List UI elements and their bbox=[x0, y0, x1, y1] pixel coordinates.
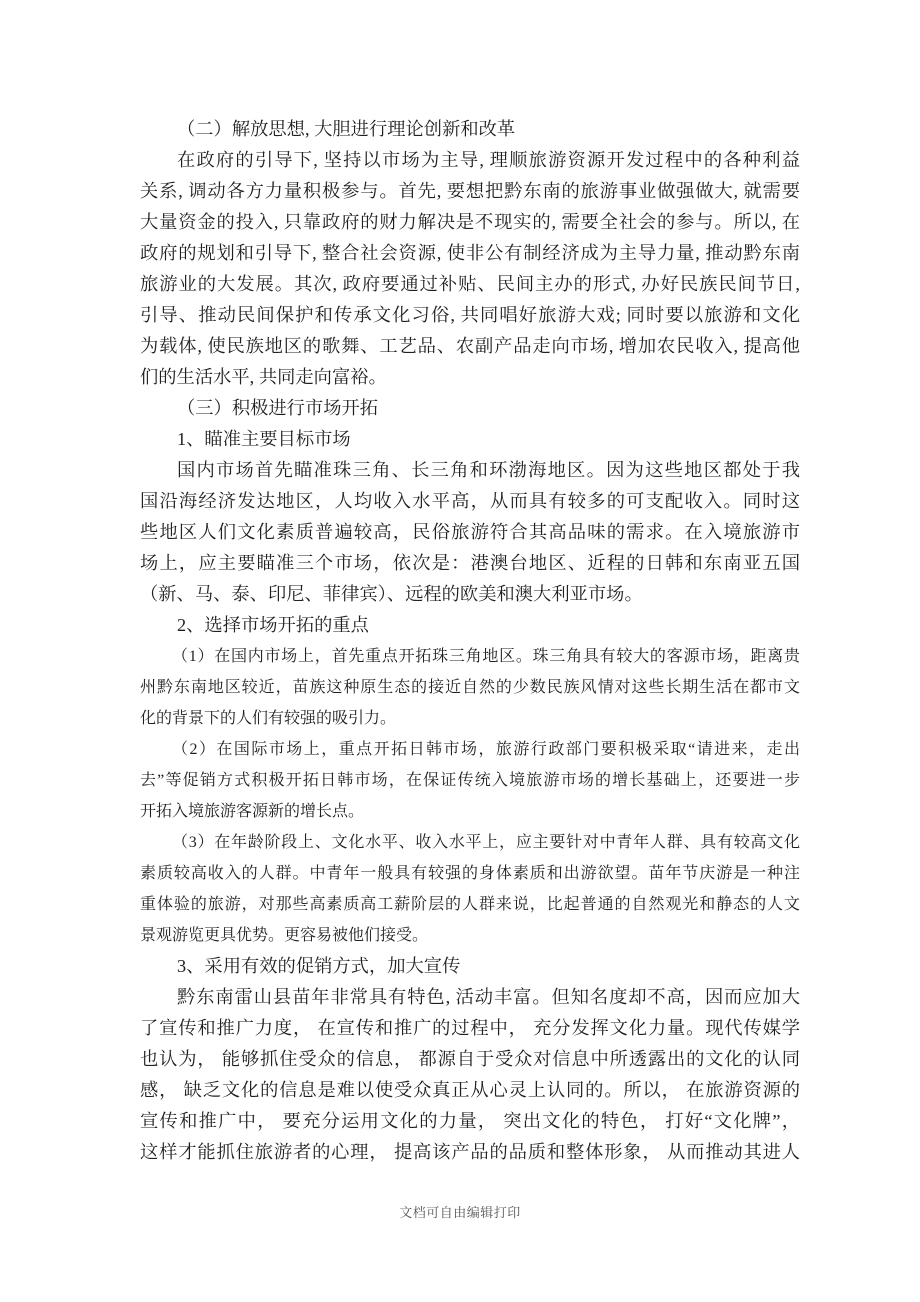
sub-paragraph-line: （1）在国内市场上，首先重点开拓珠三角地区。珠三角具有较大的客源市场，距离贵 bbox=[172, 648, 800, 665]
paragraph-line: 引导、推动民间保护和传承文化习俗, 共同唱好旅游大戏; 同时要以旅游和文化 bbox=[140, 305, 800, 325]
section-heading-2: （二）解放思想, 大胆进行理论创新和改革 bbox=[177, 119, 516, 139]
paragraph-line: 感， 缺乏文化的信息是难以使受众真正从心灵上认同的。所以， 在旅游资源的 bbox=[140, 1080, 800, 1100]
paragraph-line: 宣传和推广中， 要充分运用文化的力量， 突出文化的特色， 打好“文化牌”， bbox=[140, 1111, 800, 1131]
paragraph-line: 政府的规划和引导下, 整合社会资源, 使非公有制经济成为主导力量, 推动黔东南 bbox=[140, 243, 800, 263]
numbered-heading-3: 3、采用有效的促销方式，加大宣传 bbox=[177, 956, 461, 976]
document-content bbox=[140, 114, 800, 1168]
sub-paragraph-line: 州黔东南地区较近，苗族这种原生态的接近自然的少数民族风情对这些长期生活在都市文 bbox=[140, 679, 800, 696]
paragraph-line: 国内市场首先瞄准珠三角、长三角和环渤海地区。因为这些地区都处于我 bbox=[177, 460, 800, 480]
sub-paragraph-line: （3）在年龄阶段上、文化水平、收入水平上，应主要针对中青年人群、具有较高文化 bbox=[172, 834, 800, 851]
paragraph-line: 关系, 调动各方力量积极参与。首先, 要想把黔东南的旅游事业做强做大, 就需要 bbox=[140, 181, 800, 201]
paragraph-line: 了宣传和推广力度， 在宣传和推广的过程中， 充分发挥文化力量。现代传媒学 bbox=[140, 1018, 800, 1038]
paragraph-line: 大量资金的投入, 只靠政府的财力解决是不现实的, 需要全社会的参与。所以, 在 bbox=[140, 212, 800, 232]
paragraph-line: 也认为， 能够抓住受众的信息， 都源自于受众对信息中所透露出的文化的认同 bbox=[140, 1049, 800, 1069]
sub-paragraph-line: 去”等促销方式积极开拓日韩市场，在保证传统入境旅游市场的增长基础上，还要进一步 bbox=[140, 772, 800, 789]
footer-note: 文档可自由编辑打印 bbox=[399, 1205, 521, 1220]
paragraph-line: 些地区人们文化素质普遍较高，民俗旅游符合其高品味的需求。在入境旅游市 bbox=[140, 522, 800, 542]
paragraph-line: 这样才能抓住旅游者的心理， 提高该产品的品质和整体形象， 从而推动其进人 bbox=[140, 1142, 800, 1162]
paragraph-line: 为载体, 使民族地区的歌舞、工艺品、农副产品走向市场, 增加农民收入, 提高他 bbox=[140, 336, 800, 356]
paragraph-line: 黔东南雷山县苗年非常具有特色, 活动丰富。但知名度却不高，因而应加大 bbox=[177, 987, 800, 1007]
sub-paragraph-line: （2）在国际市场上，重点开拓日韩市场，旅游行政部门要积极采取“请进来，走出 bbox=[172, 741, 800, 758]
paragraph-line: （新、马、泰、印尼、菲律宾）、远程的欧美和澳大利亚市场。 bbox=[140, 584, 643, 604]
sub-paragraph-line: 化的背景下的人们有较强的吸引力。 bbox=[140, 710, 397, 727]
paragraph-line: 们的生活水平, 共同走向富裕。 bbox=[140, 367, 387, 387]
section-heading-3: （三）积极进行市场开拓 bbox=[177, 398, 379, 418]
numbered-heading-2: 2、选择市场开拓的重点 bbox=[177, 615, 369, 635]
paragraph-line: 国沿海经济发达地区，人均收入水平高，从而具有较多的可支配收入。同时这 bbox=[140, 491, 800, 511]
numbered-heading-1: 1、瞄准主要目标市场 bbox=[177, 429, 351, 449]
sub-paragraph-line: 景观游览更具优势。更容易被他们接受。 bbox=[140, 927, 429, 944]
paragraph-line: 旅游业的大发展。其次, 政府要通过补贴、民间主办的形式, 办好民族民间节日, bbox=[140, 274, 800, 294]
paragraph-line: 在政府的引导下, 坚持以市场为主导, 理顺旅游资源开发过程中的各种利益 bbox=[177, 150, 800, 170]
sub-paragraph-line: 重体验的旅游，对那些高素质高工薪阶层的人群来说，比起普通的自然观光和静态的人文 bbox=[140, 896, 800, 913]
sub-paragraph-line: 开拓入境旅游客源新的增长点。 bbox=[140, 803, 365, 820]
sub-paragraph-line: 素质较高收入的人群。中青年一般具有较强的身体素质和出游欲望。苗年节庆游是一种注 bbox=[140, 865, 800, 882]
paragraph-line: 场上，应主要瞄准三个市场，依次是：港澳台地区、近程的日韩和东南亚五国 bbox=[140, 553, 800, 573]
